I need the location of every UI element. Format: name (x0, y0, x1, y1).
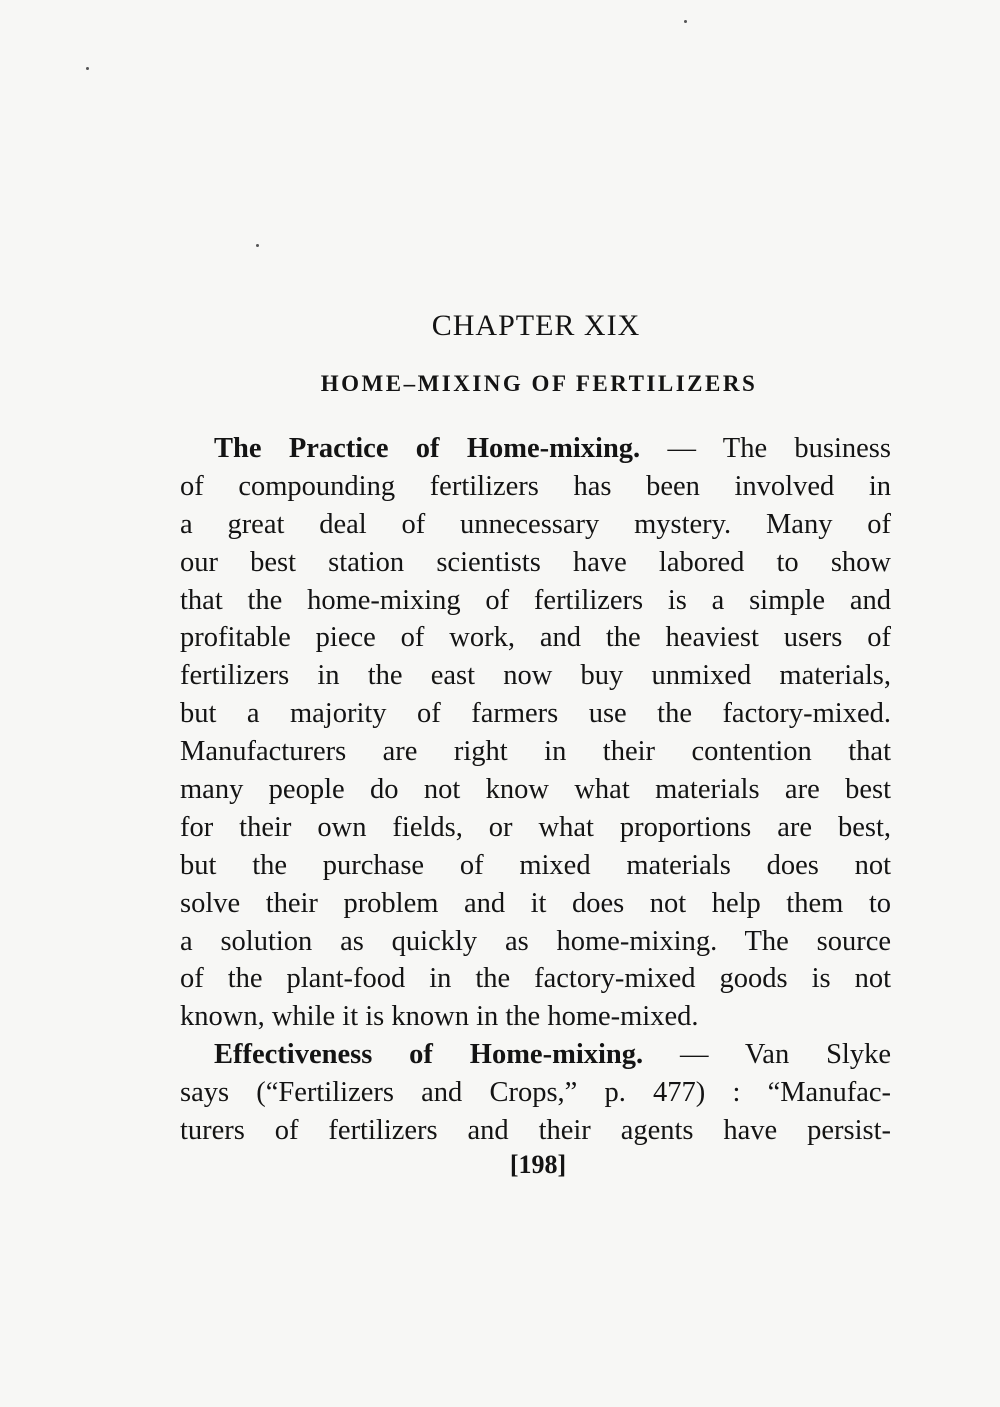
text-line: of the plant-food in the factory-mixed goods is not (180, 963, 891, 995)
ink-speck (256, 244, 259, 247)
text-line: for their own fields, or what proportions are best, (180, 811, 891, 843)
text-line: but a majority of farmers use the factory-mixed. (180, 698, 891, 730)
text-line: our best station scientists have labored to show (180, 546, 891, 578)
text-line: solve their problem and it does not help them to (180, 887, 891, 919)
text-line: that the home-mixing of fertilizers is a simple and (180, 584, 891, 616)
text-line: a great deal of unnecessary mystery. Many of (180, 508, 891, 540)
ink-speck (684, 20, 687, 23)
paragraph-heading: Effectiveness of Home-mixing. (214, 1039, 644, 1071)
text-line: says (“Fertilizers and Crops,” p. 477) : “Manufac- (180, 1077, 891, 1109)
paragraph-first-line: Effectiveness of Home-mixing. — Van Slyke (214, 1039, 892, 1071)
text-line: fertilizers in the east now buy unmixed materials, (180, 660, 891, 692)
page-number: [198] (509, 1150, 567, 1179)
text-line: of compounding fertilizers has been involved in (180, 470, 891, 502)
chapter-title: HOME–MIXING OF FERTILIZERS (320, 371, 758, 396)
text-line: profitable piece of work, and the heaviest users of (180, 622, 891, 654)
paragraph-first-line: The Practice of Home-mixing. — The business (214, 433, 891, 464)
text-line: many people do not know what materials are best (180, 774, 891, 806)
chapter-number: CHAPTER XIX (431, 309, 641, 342)
text-line: turers of fertilizers and their agents have persist- (180, 1115, 891, 1147)
text-line: Manufacturers are right in their contention that (180, 736, 891, 768)
text-line: a solution as quickly as home-mixing. The source (180, 925, 891, 957)
text-line: known, while it is known in the home-mixed. (180, 1001, 699, 1033)
body-text (180, 430, 891, 1150)
ink-speck (86, 67, 89, 70)
text-line: but the purchase of mixed materials does not (180, 849, 891, 881)
paragraph-heading: The Practice of Home-mixing. (214, 433, 641, 464)
